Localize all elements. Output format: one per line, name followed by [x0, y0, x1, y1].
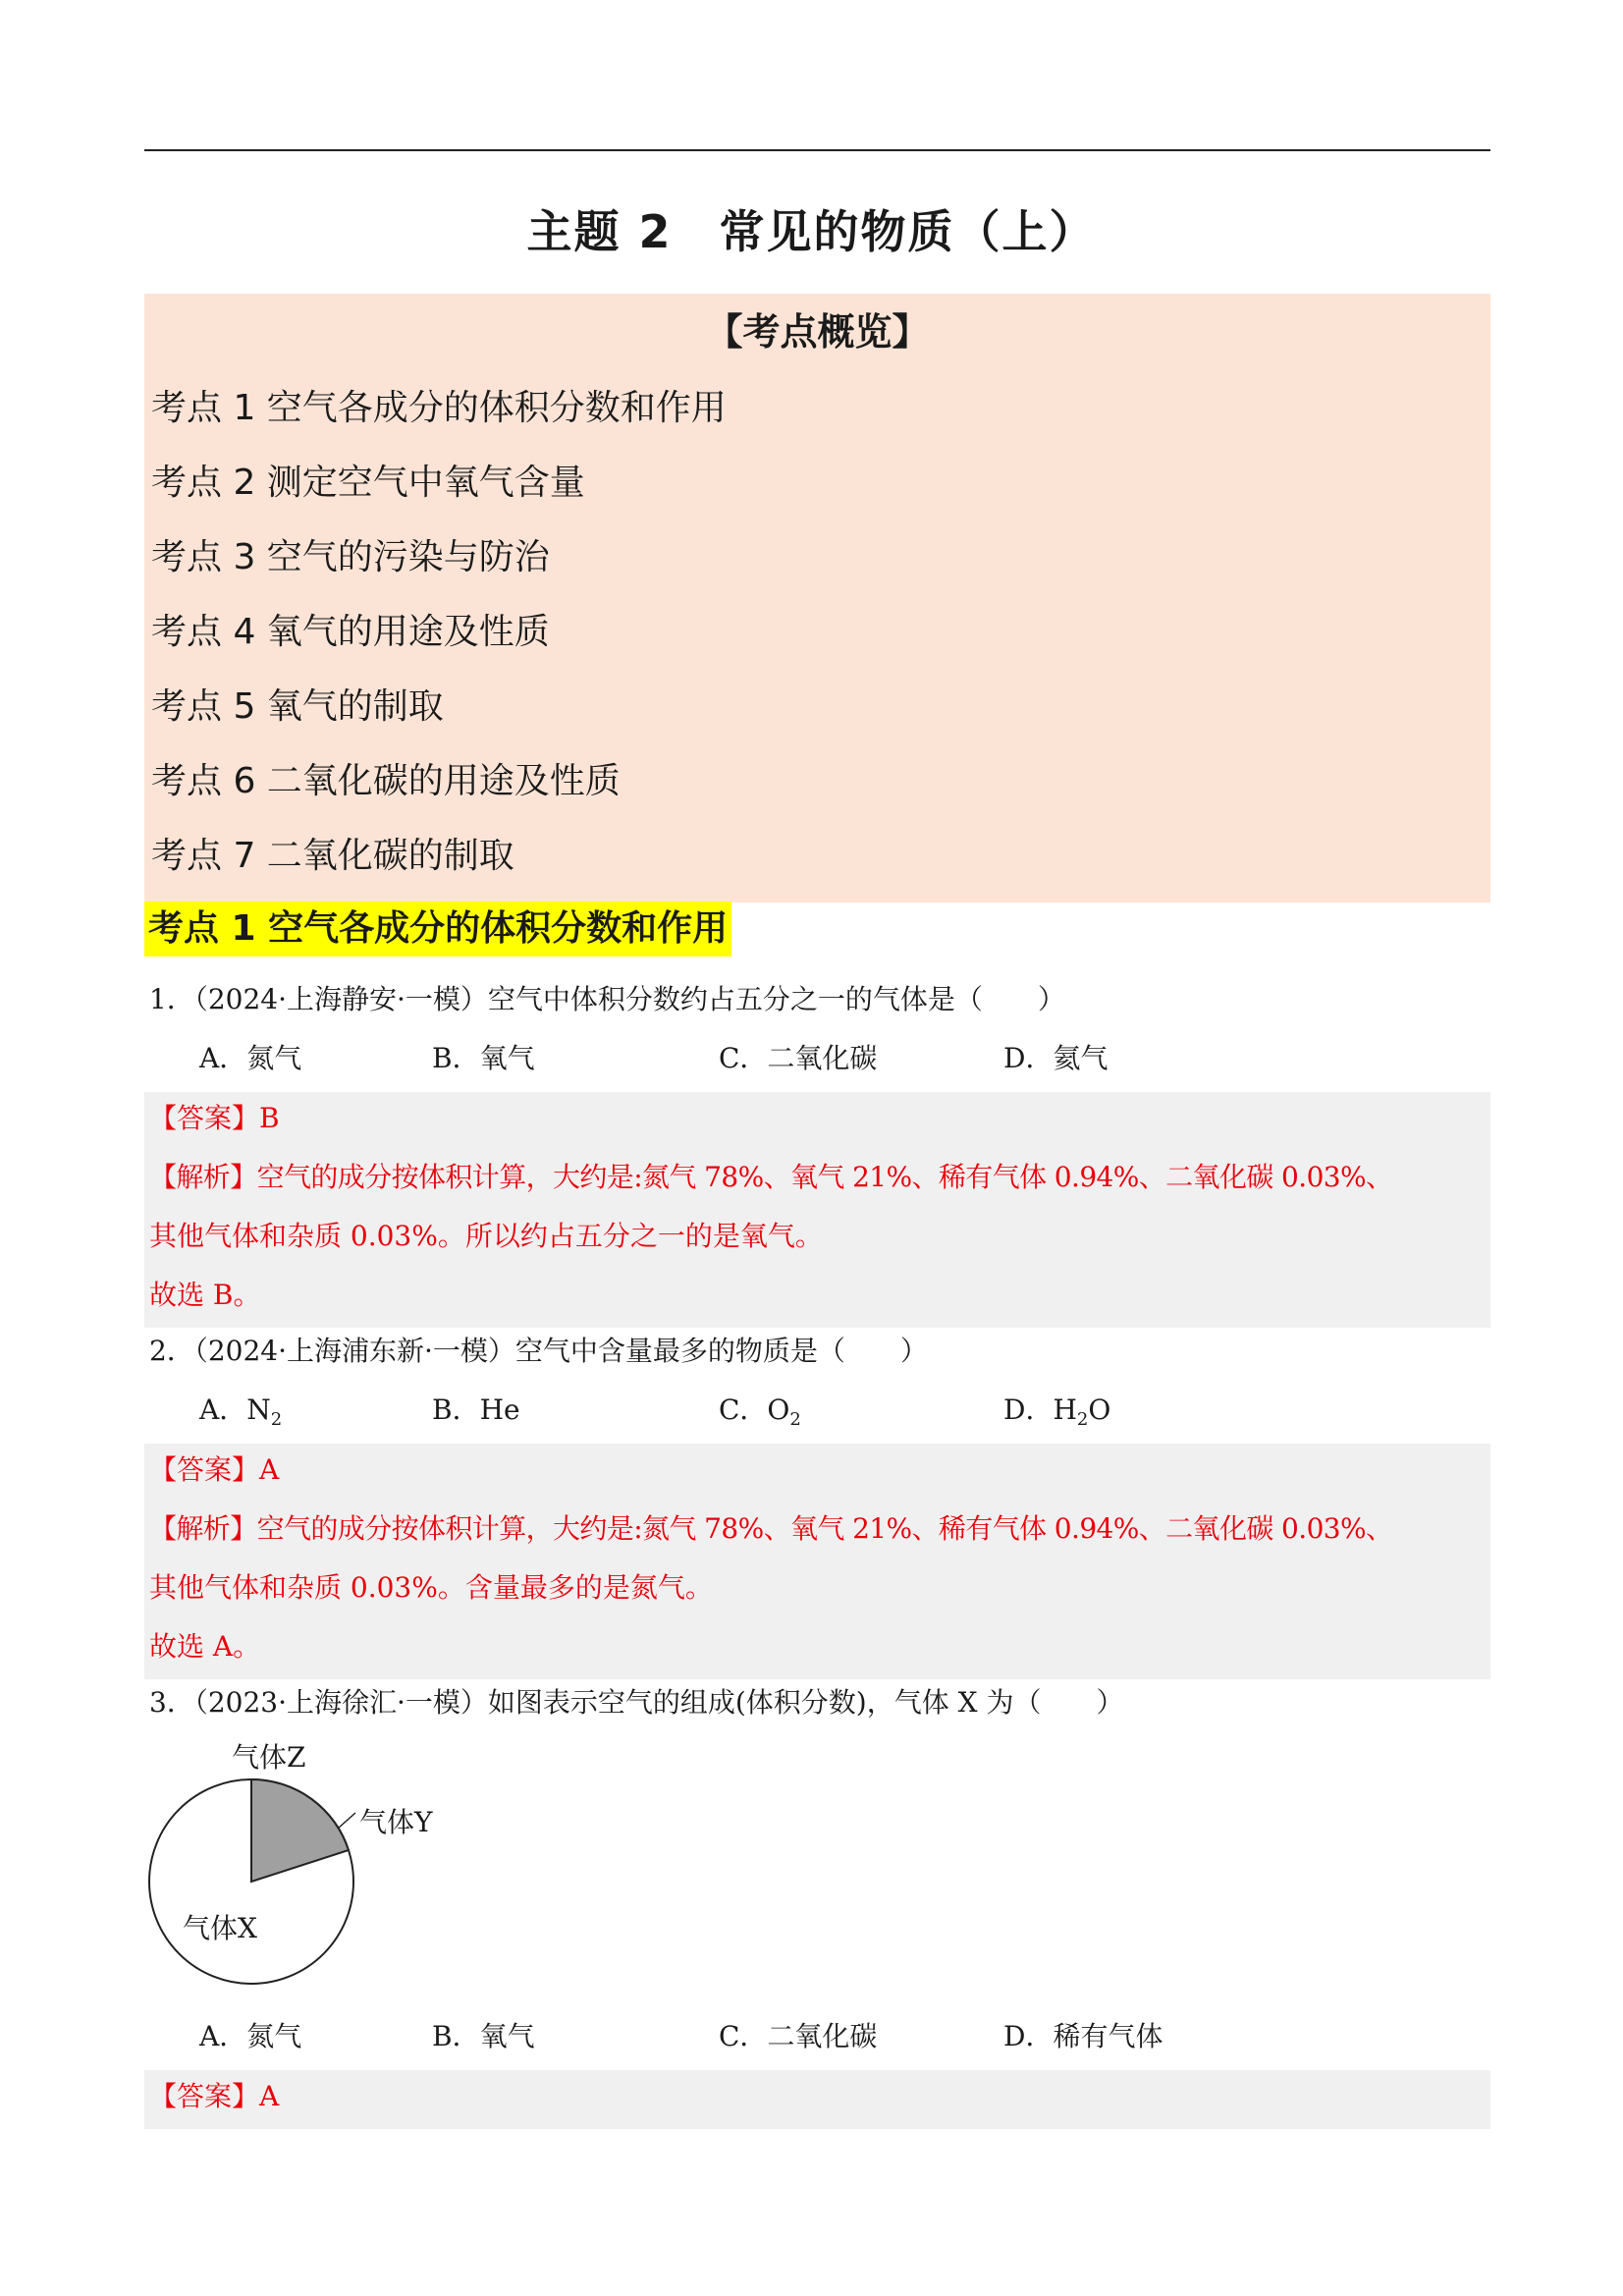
- option-c: C．二氧化碳: [719, 1042, 878, 1074]
- analysis-line: 其他气体和杂质 0.03%。所以约占五分之一的是氧气。: [149, 1220, 823, 1252]
- option-c: C．二氧化碳: [719, 2020, 878, 2052]
- answer-line: 【答案】B: [149, 1102, 280, 1134]
- pie-label-z: 气体Z: [232, 1741, 306, 1774]
- overview-item: 考点 3 空气的污染与防治: [151, 537, 550, 577]
- answer-box: [144, 2070, 1490, 2129]
- page-title: 主题 2 常见的物质（上）: [526, 205, 1097, 258]
- overview-box: [144, 294, 1490, 902]
- question-stem: 3．（2023·上海徐汇·一模）如图表示空气的组成(体积分数)，气体 X 为（ ）: [149, 1686, 1124, 1719]
- option-c: C．$O_2$: [719, 1394, 801, 1430]
- option-d: D．氦气: [1003, 1042, 1109, 1074]
- option-b: B．氧气: [432, 1042, 535, 1074]
- top-rule: [144, 149, 1490, 151]
- label-leader-y: [338, 1813, 355, 1829]
- option-d: D．稀有气体: [1003, 2020, 1163, 2052]
- section-heading: 考点 1 空气各成分的体积分数和作用: [144, 902, 731, 957]
- answer-box: [144, 1092, 1490, 1328]
- analysis-line: 【解析】空气的成分按体积计算，大约是:氮气 78%、氧气 21%、稀有气体 0.94%、二氧化碳 0.03%、: [149, 1161, 1393, 1193]
- overview-item: 考点 2 测定空气中氧气含量: [151, 463, 585, 503]
- overview-item: 考点 1 空气各成分的体积分数和作用: [151, 388, 727, 428]
- pie-label-y: 气体Y: [359, 1806, 433, 1838]
- pie-label-x: 气体X: [183, 1912, 257, 1944]
- analysis-line: 故选 A。: [149, 1630, 261, 1663]
- option-b: B．氧气: [432, 2020, 535, 2052]
- question-stem: 2．（2024·上海浦东新·一模）空气中含量最多的物质是（ ）: [149, 1335, 928, 1367]
- overview-item: 考点 7 二氧化碳的制取: [151, 836, 514, 876]
- option-a: A．氮气: [199, 2020, 302, 2052]
- overview-heading: 【考点概览】: [705, 310, 930, 354]
- analysis-line: 【解析】空气的成分按体积计算，大约是:氮气 78%、氧气 21%、稀有气体 0.94%、二氧化碳 0.03%、: [149, 1512, 1393, 1545]
- option-a: A．氮气: [199, 1042, 302, 1074]
- option-a: A．$N_2$: [199, 1394, 283, 1430]
- answer-line: 【答案】A: [149, 1453, 280, 1486]
- option-d: D．$H_2O$: [1003, 1394, 1111, 1430]
- option-b: B．He: [432, 1394, 520, 1426]
- answer-box: [144, 1444, 1490, 1679]
- analysis-line: 其他气体和杂质 0.03%。含量最多的是氮气。: [149, 1571, 713, 1604]
- overview-item: 考点 6 二氧化碳的用途及性质: [151, 761, 621, 801]
- overview-item: 考点 5 氧气的制取: [151, 686, 444, 727]
- question-stem: 1．（2024·上海静安·一模）空气中体积分数约占五分之一的气体是（ ）: [149, 983, 1065, 1015]
- analysis-line: 故选 B。: [149, 1279, 261, 1311]
- answer-line: 【答案】A: [149, 2080, 280, 2112]
- overview-item: 考点 4 氧气的用途及性质: [151, 612, 550, 652]
